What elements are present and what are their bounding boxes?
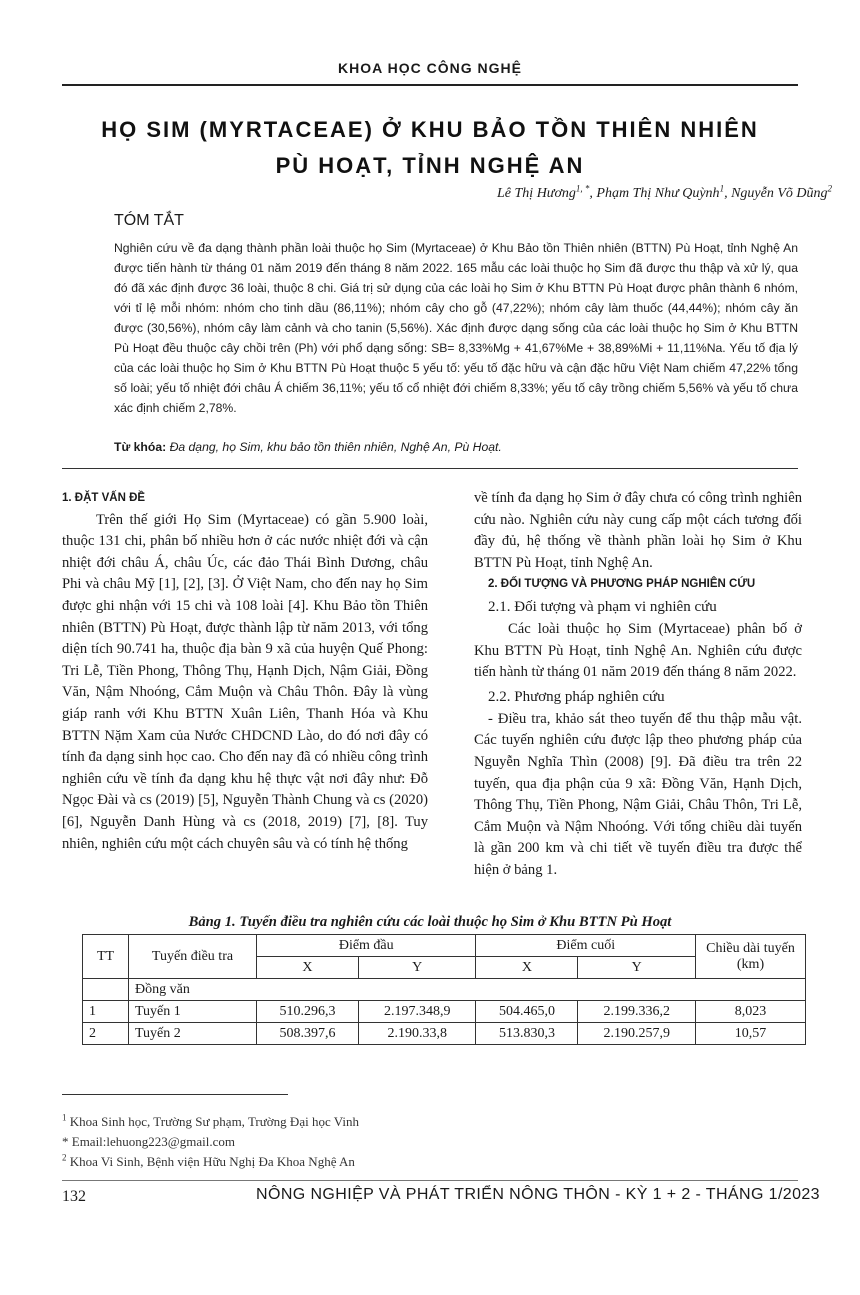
section-2-heading: 2. ĐỐI TƯỢNG VÀ PHƯƠNG PHÁP NGHIÊN CỨU: [488, 578, 756, 591]
cell-length: 8,023: [696, 1001, 806, 1023]
table-row: [83, 1001, 806, 1023]
table-header-row-1: [83, 935, 806, 957]
header-end-y: Y: [578, 957, 696, 979]
author-1: Lê Thị Hương: [497, 186, 576, 201]
header-start-x: X: [257, 957, 359, 979]
page-number: 132: [62, 1188, 86, 1205]
author-3: Nguyễn Võ Dũng: [731, 186, 828, 201]
title-line-2: PÙ HOẠT, TỈNH NGHỆ AN: [275, 153, 585, 178]
footer-rule: [62, 1180, 798, 1181]
group-label: Đồng văn: [129, 979, 806, 1001]
table-row: [83, 1023, 806, 1045]
right-column: [474, 488, 802, 882]
cell-start-x: 508.397,6: [257, 1023, 359, 1045]
cell-start-x: 510.296,3: [257, 1001, 359, 1023]
subsection-2-2-heading: 2.2. Phương pháp nghiên cứu: [488, 688, 665, 705]
footnote-1-marker: 1: [62, 1112, 67, 1123]
table-group-row: [83, 979, 806, 1001]
routes-table: [82, 934, 806, 1045]
footnote-rule: [62, 1094, 288, 1095]
header-length: Chiều dài tuyến (km): [696, 935, 806, 979]
journal-footer: NÔNG NGHIỆP VÀ PHÁT TRIỂN NÔNG THÔN - KỲ 1 + 2 - THÁNG 1/2023: [256, 1186, 820, 1203]
abstract-text: Nghiên cứu về đa dạng thành phần loài thuộc họ Sim (Myrtaceae) ở Khu Bảo tồn Thiên nhiên (BTTN) Pù Hoạt, tỉnh Nghệ An được tiến hành từ tháng 01 năm 2019 đến tháng 8 năm 2022. 165 mẫu các loài thuộc họ Sim đã được thu thập và xử lý, qua đó đã xác định được 36 loài, thuộc 8 chi. Giá trị sử dụng của các loài họ Sim ở Khu BTTN Pù Hoạt được phân thành 6 nhóm, với tỉ lệ mỗi nhóm: nhóm cho tinh dầu (86,11%); nhóm cây cho gỗ (47,22%); nhóm cây làm thuốc (44,44%); nhóm cây ăn được (30,56%), nhóm cây làm cảnh và cho tanin (5,56%). Xác định được dạng sống của các loài thuộc họ Sim ở Khu BTTN Pù Hoạt đều thuộc cây chồi trên (Ph) với phổ dạng sống: SB= 8,33%Mg + 41,67%Me + 38,89%Mi + 11,11%Na. Yếu tố địa lý của các loài thuộc họ Sim ở Khu BTTN Pù Hoạt thuộc 5 yếu tố: yếu tố đặc hữu và cận đặc hữu Việt Nam chiếm 47,22% tổng số loài; yếu tố nhiệt đới châu Á chiếm 36,11%; yếu tố cổ nhiệt đới chiếm 8,33%; yếu tố cây trồng chiếm 5,56% và yếu tố chưa xác định chiếm 2,78%.: [114, 241, 798, 415]
cell-end-y: 2.190.257,9: [578, 1023, 696, 1045]
header-end-x: X: [476, 957, 578, 979]
subsection-2-2-paragraph: - Điều tra, khảo sát theo tuyến để thu thập mẫu vật. Các tuyến nghiên cứu được lập theo phương pháp của Nguyễn Nghĩa Thìn (2008) [9]. Đã điều tra trên 22 tuyến, qua địa phận của 9 xã: Đồng Văn, Hạnh Dịch, Thông Thụ, Tiền Phong, Nậm Giải, Châu Thôn, Tri Lễ, Cắm Muộn và Nậm Nhoóng. Với tổng chiều dài tuyến là gần 200 km và chi tiết về tuyến điều tra được thể hiện ở bảng 1.: [474, 710, 802, 878]
author-1-affil: 1, *: [575, 183, 590, 194]
author-list: Lê Thị Hương$^{1, *}$, Phạm Thị Như Quỳnh$^1$, Nguyễn Võ Dũng$^2$: [497, 183, 832, 201]
footnotes: [62, 1112, 359, 1172]
header-route: Tuyến điều tra: [129, 935, 257, 979]
table-caption: Bảng 1. Tuyến điều tra nghiên cứu các loài thuộc họ Sim ở Khu BTTN Pù Hoạt: [188, 914, 672, 930]
footnote-affiliation-1: [62, 1112, 359, 1132]
title-line-1: HỌ SIM (MYRTACEAE) Ở KHU BẢO TỒN THIÊN NHIÊN: [101, 117, 759, 142]
cell-length: 10,57: [696, 1023, 806, 1045]
left-column: [62, 488, 428, 855]
cell-route: Tuyến 1: [129, 1001, 257, 1023]
keywords-value: Đa dạng, họ Sim, khu bảo tồn thiên nhiên, Nghệ An, Pù Hoạt.: [169, 440, 502, 454]
author-3-affil: 2: [827, 183, 832, 194]
keywords: [114, 440, 798, 454]
cell-start-y: 2.190.33,8: [358, 1023, 476, 1045]
cell-route: Tuyến 2: [129, 1023, 257, 1045]
header-end-point: Điểm cuối: [476, 935, 696, 957]
cell-end-x: 504.465,0: [476, 1001, 578, 1023]
abstract-heading: TÓM TẮT: [114, 212, 184, 229]
cell-tt: 2: [83, 1023, 129, 1045]
author-2-affil: 1: [719, 183, 725, 194]
cell-tt: 1: [83, 1001, 129, 1023]
keywords-label: Từ khóa:: [114, 440, 167, 454]
subsection-2-1-heading: 2.1. Đối tượng và phạm vi nghiên cứu: [488, 598, 717, 615]
abstract-divider: [62, 468, 798, 469]
author-2: Phạm Thị Như Quỳnh: [596, 186, 720, 201]
subsection-2-1-paragraph: Các loài thuộc họ Sim (Myrtaceae) phân bố ở Khu BTTN Pù Hoạt, tỉnh Nghệ An. Nghiên cứu được tiến hành từ tháng 01 năm 2019 đến tháng 8 năm 2022.: [474, 620, 802, 681]
header-start-point: Điểm đầu: [257, 935, 476, 957]
section-1-heading: 1. ĐẶT VẤN ĐỀ: [62, 492, 146, 504]
footnote-2-text: Khoa Vi Sinh, Bệnh viện Hữu Nghị Đa Khoa Nghệ An: [69, 1154, 355, 1169]
section-1-paragraph: Trên thế giới Họ Sim (Myrtaceae) có gần 5.900 loài, thuộc 131 chi, phân bố nhiều hơn ở các nước nhiệt đới và cận nhiệt đới châu Á, châu Úc, các đảo Thái Bình Dương, châu Phi và châu Mỹ [1], [2], [3]. Ở Việt Nam, cho đến nay họ Sim được ghi nhận với 15 chi và 108 loài [4]. Khu Bảo tồn Thiên nhiên (BTTN) Pù Hoạt, được thành lập từ năm 2013, với tổng diện tích 90.741 ha, thuộc địa bàn 9 xã của huyện Quế Phong: Tri Lễ, Tiền Phong, Thông Thụ, Hạnh Dịch, Nậm Giải, Đồng Văn, Nậm Nhoóng, Cắm Muộn và Châu Thôn. Đây là vùng giáp ranh với Khu BTTN Xuân Liên, Thanh Hóa và Khu BTTN Nặm Xam của Nước CHDCND Lào, do đó nơi đây có tính đa dạng sinh học cao. Cho đến nay đã có nhiều công trình nghiên cứu về tính đa dạng khu hệ thực vật nơi đây như: Đỗ Ngọc Đài và cs (2019) [5], Nguyễn Thành Chung và cs (2020) [6], Nguyễn Danh Hùng và cs (2018, 2019) [7], [8]. Tuy nhiên, nghiên cứu một cách chuyên sâu và có tính hệ thống: [62, 511, 428, 852]
header-start-y: Y: [358, 957, 476, 979]
journal-section-header: KHOA HỌC CÔNG NGHỆ: [338, 60, 522, 76]
cell-end-y: 2.199.336,2: [578, 1001, 696, 1023]
article-title: [62, 112, 798, 184]
header-rule: [62, 84, 798, 86]
footnote-email: * Email:lehuong223@gmail.com: [62, 1134, 235, 1149]
cell-end-x: 513.830,3: [476, 1023, 578, 1045]
cell-start-y: 2.197.348,9: [358, 1001, 476, 1023]
header-tt: TT: [83, 935, 129, 979]
section-1-paragraph-continued: về tính đa dạng họ Sim ở đây chưa có công trình nghiên cứu nào. Nghiên cứu này cung cấp một cách tương đối đầy đủ, hệ thống về thành phần loài họ Sim ở Khu BTTN Pù Hoạt, tỉnh Nghệ An.: [474, 490, 802, 571]
footnote-1-text: Khoa Sinh học, Trường Sư phạm, Trường Đại học Vinh: [69, 1114, 359, 1129]
footnote-2-marker: 2: [62, 1152, 67, 1163]
footnote-affiliation-2: [62, 1152, 359, 1172]
